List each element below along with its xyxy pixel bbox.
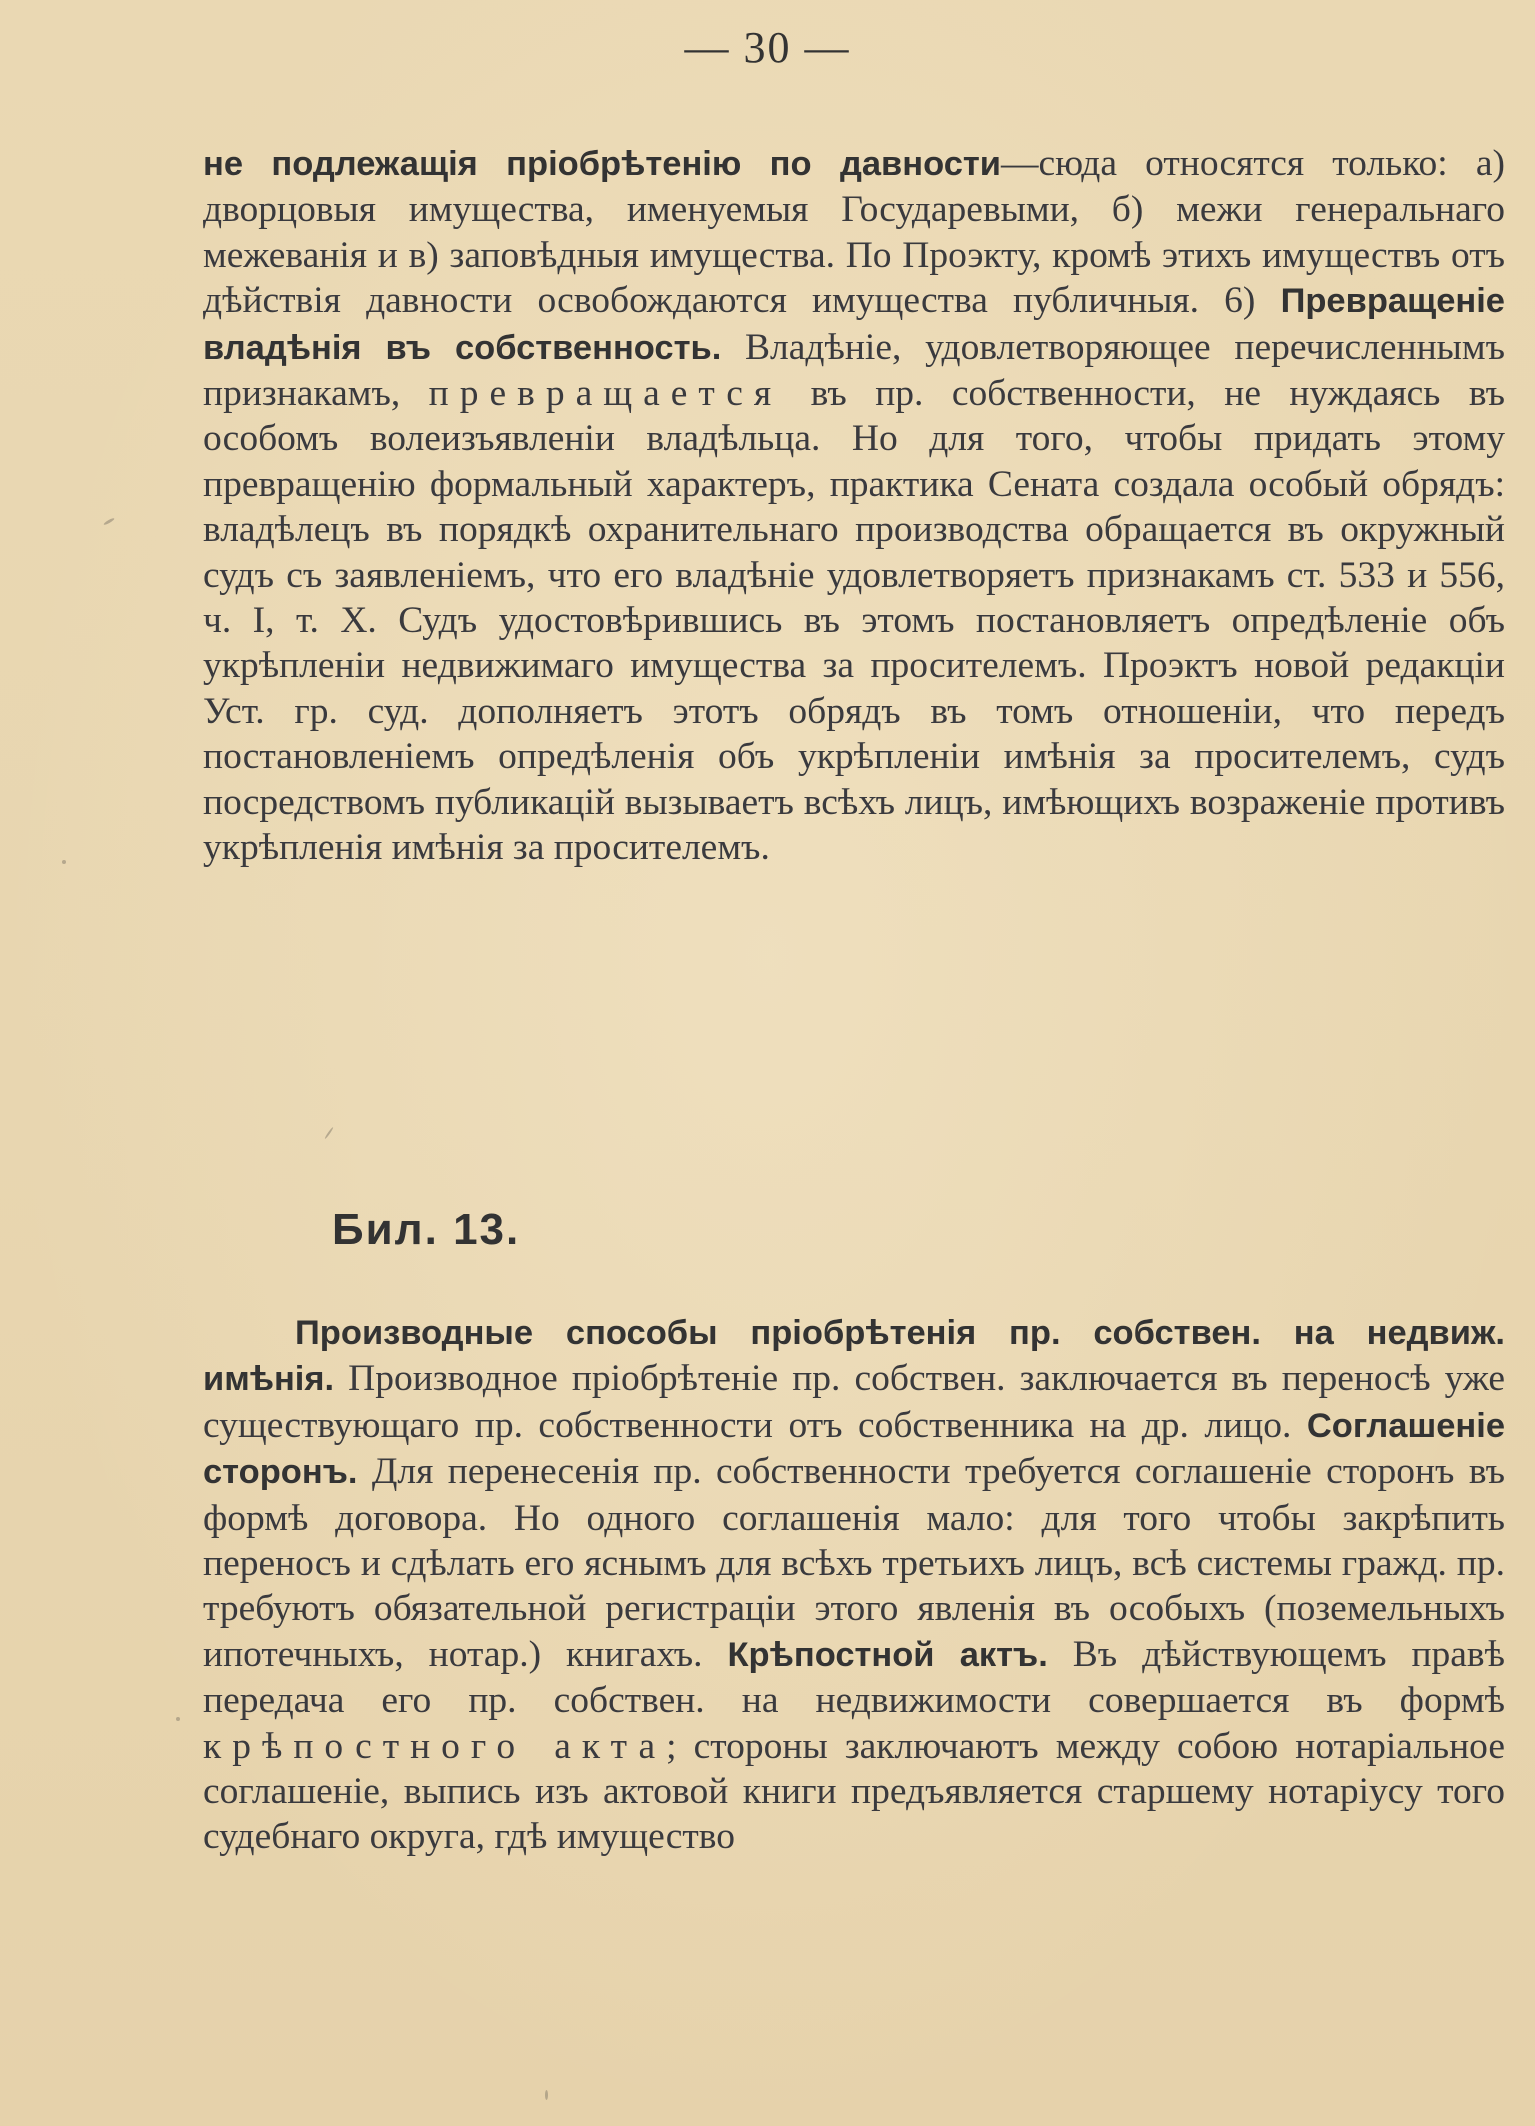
body-text: ; стороны заключаютъ между собою нотаріальное соглашеніе, выпись изъ актовой книги предъявляется старшему нотаріусу того судебнаго округа, гдѣ имущество [203, 1725, 1505, 1858]
bold-term: Превращеніе владѣнія въ собственность. [203, 282, 1505, 367]
paper-speck [545, 2090, 548, 2100]
bold-term: Соглашеніе сторонъ. [203, 1406, 1505, 1492]
paragraph-2 [203, 1310, 1505, 1860]
body-text: Для перенесенія пр. собственности требуется соглашеніе сторонъ въ формѣ договора. Но одного соглашенія мало: для того чтобы закрѣпить переносъ и сдѣлать его яснымъ для всѣхъ третьихъ лицъ, всѣ системы гражд. пр. требуютъ обязательной регистраціи этого явленія въ особыхъ (поземельныхъ ипотечныхъ, нотар.) книгахъ. [203, 1451, 1505, 1675]
body-text: Въ дѣйствующемъ правѣ передача его пр. собствен. на недвижимости совершается въ формѣ [203, 1633, 1505, 1722]
body-text: Владѣніе, удовлетворяющее перечисленнымъ признакамъ, [203, 326, 1505, 415]
paper-speck [324, 1127, 334, 1140]
page-number: — 30 — [684, 23, 851, 72]
spaced-emphasis: превращается [428, 373, 783, 415]
spaced-emphasis: крѣпостного акта [203, 1725, 667, 1767]
bold-term: Производные способы пріобрѣтенія пр. собствен. на недвиж. имѣнія. [203, 1314, 1505, 1399]
paragraph-1 [203, 141, 1505, 871]
paper-speck [62, 860, 66, 864]
bold-term: не подлежащія пріобрѣтенію по давности [203, 145, 1001, 183]
section-heading: Бил. 13. [332, 1205, 521, 1254]
body-text: —сюда относятся только: а) дворцовыя имущества, именуемыя Государевыми, б) межи генеральнаго межеванія и в) заповѣдныя имущества. По Проэкту, кромѣ этихъ имуществъ отъ дѣйствія давности освобождаются имущества публичныя. 6) [203, 143, 1506, 322]
body-text: Производное пріобрѣтеніе пр. собствен. заключается въ переносѣ уже существующаго пр. собственности отъ собственника на др. лицо. [203, 1358, 1505, 1446]
body-text: въ пр. собственности, не нуждаясь въ особомъ волеизъявленіи владѣльца. Но для того, чтобы придать этому превращенію формальный характеръ, практика Сената создала особый обрядъ: владѣлецъ въ порядкѣ охранительнаго производства обращается въ окружный судъ съ заявленіемъ, что его владѣніе удовлетворяетъ признакамъ ст. 533 и 556, ч. I, т. X. Судъ удостовѣрившись въ этомъ постановляетъ опредѣленіе объ укрѣпленіи недвижимаго имущества за просителемъ. Проэктъ новой редакціи Уст. гр. суд. дополняетъ этотъ обрядъ въ томъ отношеніи, что передъ постановленіемъ опредѣленія объ укрѣпленіи имѣнія за просителемъ, судъ посредствомъ публикацій вызываетъ всѣхъ лицъ, имѣющихъ возраженіе противъ укрѣпленія имѣнія за просителемъ. [203, 373, 1505, 869]
bold-term: Крѣпостной актъ. [727, 1635, 1048, 1674]
paper-speck [103, 517, 115, 526]
paper-speck [176, 1717, 180, 1721]
